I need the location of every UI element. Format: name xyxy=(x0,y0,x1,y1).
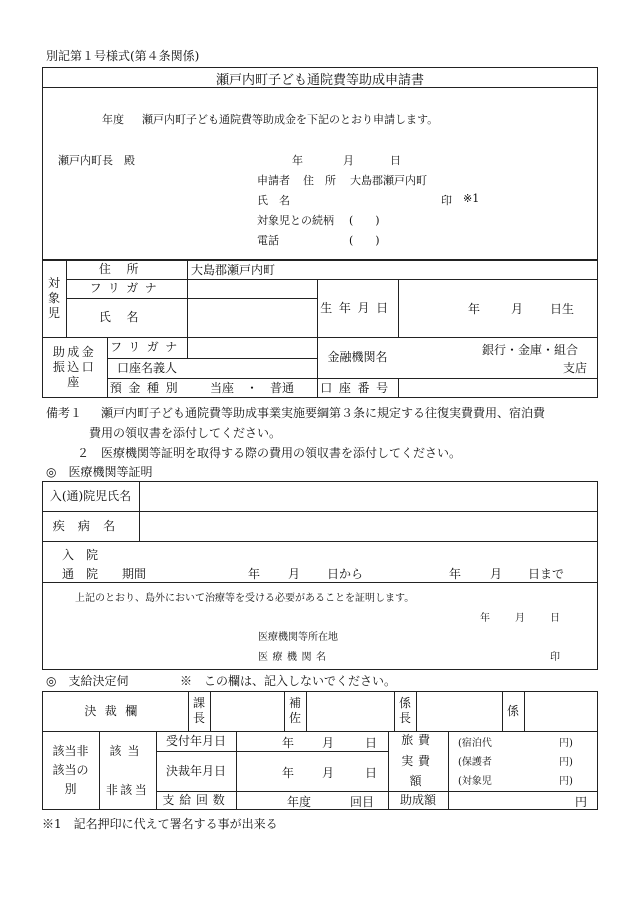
outpatient-label: 通 院 xyxy=(62,567,99,581)
grid-line xyxy=(524,691,525,731)
decision-notice: ※ この欄は、記入しないでください。 xyxy=(180,674,397,688)
seal-note: ※1 xyxy=(463,192,480,205)
guardian-yen: 円) xyxy=(559,757,573,768)
phone-label: 電話 xyxy=(257,234,279,247)
bank-group-label: 助成金振込口座 xyxy=(52,345,97,389)
illness-label: 疾病名 xyxy=(52,518,129,533)
institution-location-label: 医療機関等所在地 xyxy=(258,632,338,643)
date-year: 年 xyxy=(292,154,303,167)
applicant-name-label: 氏 名 xyxy=(257,194,290,207)
relation-field[interactable]: ( ) xyxy=(349,214,380,227)
applicant-label: 申請者 xyxy=(257,174,290,187)
grid-line xyxy=(210,691,211,731)
grid-line xyxy=(187,260,188,337)
grid-line xyxy=(416,691,417,731)
approval-label: 決裁欄 xyxy=(84,703,146,718)
patient-name-label: 入(通)院児氏名 xyxy=(49,488,132,503)
from-year: 年 xyxy=(248,567,261,581)
birth-day: 日生 xyxy=(550,301,575,316)
eligible-option[interactable]: 該当 xyxy=(109,743,146,758)
section-chief-label: 課長 xyxy=(192,696,205,725)
account-holder-label: 口座名義人 xyxy=(116,360,177,375)
received-year: 年 xyxy=(282,736,295,750)
form-title: 瀬戸内町子ども通院費等助成申請書 xyxy=(215,73,424,88)
to-year: 年 xyxy=(449,567,462,581)
not-eligible-option[interactable]: 非該当 xyxy=(105,783,150,797)
note1-continued: 費用の領収書を添付してください。 xyxy=(89,426,282,440)
decision-year: 年 xyxy=(282,766,295,780)
medical-section-title: ◎ 医療機関等証明 xyxy=(46,465,153,479)
received-month: 月 xyxy=(322,736,335,750)
child-name-label: 氏名 xyxy=(98,310,155,324)
subsection-chief-label: 係長 xyxy=(398,696,411,725)
cert-day: 日 xyxy=(550,613,560,624)
applicant-address-label: 住 所 xyxy=(303,174,336,187)
to-month: 月 xyxy=(490,567,503,581)
decision-month: 月 xyxy=(322,766,335,780)
applicant-address-value: 大島郡瀬戸内町 xyxy=(350,174,427,187)
payments-label: 支給回数 xyxy=(162,793,230,807)
child-address-label: 住所 xyxy=(98,262,155,276)
travel-expense-label: 旅費実費額 xyxy=(401,733,435,789)
birth-year: 年 xyxy=(468,301,481,316)
target-child-yen: 円) xyxy=(559,776,573,787)
grid-line xyxy=(398,378,399,398)
grid-line xyxy=(139,481,140,541)
bank-furigana-label: フリガナ xyxy=(110,340,184,354)
medical-seal: 印 xyxy=(550,652,560,663)
medical-institution-label: 医療機関名 xyxy=(258,652,331,663)
from-suffix: 日から xyxy=(327,567,364,581)
birth-month: 月 xyxy=(511,301,524,316)
note1-label: 備考１ xyxy=(46,406,83,420)
grid-line xyxy=(398,279,399,337)
subsidy-amount-label: 助成額 xyxy=(399,793,436,807)
child-furigana-label: フリガナ xyxy=(89,281,164,295)
to-suffix: 日まで xyxy=(528,567,565,581)
note2-text: 医療機関等証明を取得する際の費用の領収書を添付してください。 xyxy=(101,446,462,460)
lodging-label: (宿泊代 xyxy=(458,738,492,749)
grid-line xyxy=(42,541,598,542)
assistant-label: 補佐 xyxy=(288,696,301,725)
birth-date-label: 生年月日 xyxy=(320,300,395,315)
child-group-label: 対象児 xyxy=(47,276,60,320)
received-day: 日 xyxy=(365,736,378,750)
fiscal-year-label: 年度 xyxy=(102,113,124,126)
institution-label: 金融機関名 xyxy=(327,350,388,364)
note1-text: 瀬戸内町子ども通院費等助成事業実施要綱第３条に規定する往復実費費用、宿泊費 xyxy=(101,406,546,420)
note2-number: ２ xyxy=(77,446,90,460)
target-child-label: (対象児 xyxy=(458,776,492,787)
branch-suffix: 支店 xyxy=(563,361,588,375)
grid-line xyxy=(42,582,598,583)
child-address-value: 大島郡瀬戸内町 xyxy=(191,263,276,277)
applicant-seal: 印 xyxy=(441,194,452,207)
footnote: ※1 記名押印に代えて署名する事が出来る xyxy=(42,817,278,831)
addressee: 瀬戸内町長 殿 xyxy=(58,154,135,167)
guardian-label: (保護者 xyxy=(458,757,492,768)
count-suffix: 回目 xyxy=(350,795,375,809)
deposit-type-label: 預金種別 xyxy=(109,380,185,395)
grid-line xyxy=(236,731,237,810)
staff-label: 係 xyxy=(506,703,519,718)
relation-label: 対象児との続柄 xyxy=(257,214,334,227)
hospitalization-label: 入 院 xyxy=(62,548,99,562)
cert-month: 月 xyxy=(515,613,525,624)
deposit-type-options[interactable]: 当座 ・ 普通 xyxy=(209,380,294,395)
decision-section-title: ◎ 支給決定伺 xyxy=(46,674,129,688)
fiscal-year-suffix: 年度 xyxy=(287,795,312,809)
received-date-label: 受付年月日 xyxy=(165,733,226,748)
decision-day: 日 xyxy=(365,766,378,780)
decision-date-label: 決裁年月日 xyxy=(165,763,226,778)
eligibility-label: 該当非該当の別 xyxy=(52,743,89,797)
grid-line xyxy=(306,691,307,731)
application-statement: 瀬戸内町子ども通院費等助成金を下記のとおり申請します。 xyxy=(142,113,439,126)
grid-line xyxy=(448,731,449,810)
grid-line xyxy=(187,337,188,358)
from-month: 月 xyxy=(288,567,301,581)
subsidy-yen: 円 xyxy=(575,795,588,809)
certify-text: 上記のとおり、島外において治療等を受ける必要があることを証明します。 xyxy=(75,593,415,604)
cert-year: 年 xyxy=(480,613,490,624)
lodging-yen: 円) xyxy=(559,738,573,749)
form-number: 別記第１号様式(第４条関係) xyxy=(46,49,200,63)
period-label: 期間 xyxy=(122,567,147,581)
date-month: 月 xyxy=(343,154,354,167)
phone-field[interactable]: ( ) xyxy=(349,234,380,247)
institution-kinds: 銀行・金庫・組合 xyxy=(482,343,579,357)
account-number-label: 口座番号 xyxy=(320,380,395,395)
date-day: 日 xyxy=(390,154,401,167)
